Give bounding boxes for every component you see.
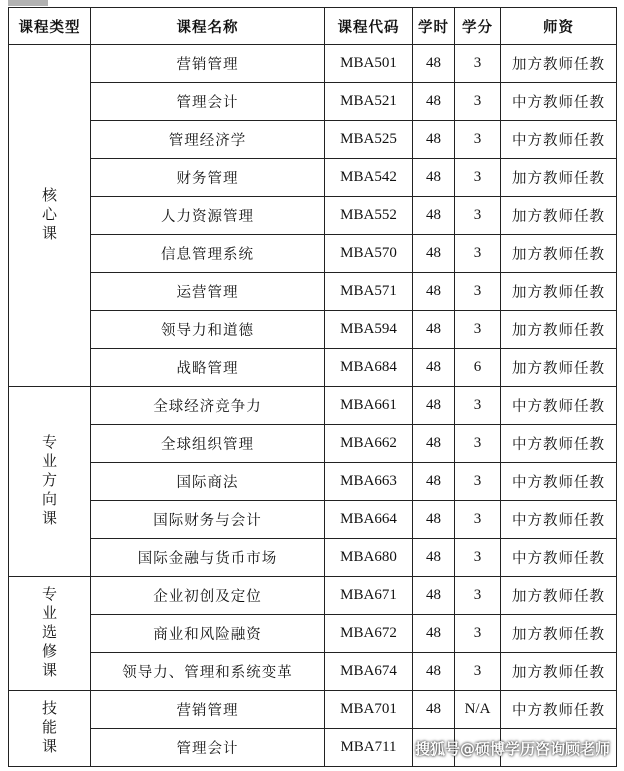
header-faculty: 师资 [501,8,617,45]
credits-cell: 3 [455,159,501,197]
faculty-cell: 加方教师任教 [501,197,617,235]
course-name-cell: 全球组织管理 [91,425,325,463]
hours-cell: 48 [413,691,455,729]
credits-cell: 3 [455,83,501,121]
course-name-cell: 运营管理 [91,273,325,311]
course-name-cell: 营销管理 [91,45,325,83]
faculty-cell: 中方教师任教 [501,463,617,501]
course-code-cell: MBA674 [325,653,413,691]
hours-cell: 48 [413,197,455,235]
course-name-cell: 管理经济学 [91,121,325,159]
course-code-cell: MBA570 [325,235,413,273]
hours-cell: 48 [413,235,455,273]
hours-cell: 48 [413,159,455,197]
course-code-cell: MBA664 [325,501,413,539]
table-row [9,463,617,501]
course-type-cell: 专业选修课 [9,577,91,691]
header-course-code: 课程代码 [325,8,413,45]
hours-cell: 48 [413,425,455,463]
header-row [9,8,617,45]
credits-cell: 3 [455,45,501,83]
course-name-cell: 领导力、管理和系统变革 [91,653,325,691]
course-code-cell: MBA684 [325,349,413,387]
hours-cell: 48 [413,539,455,577]
hours-cell: 48 [413,463,455,501]
course-code-cell: MBA661 [325,387,413,425]
header-course-name: 课程名称 [91,8,325,45]
course-name-cell: 国际财务与会计 [91,501,325,539]
course-code-cell: MBA501 [325,45,413,83]
course-name-cell: 营销管理 [91,691,325,729]
course-type-cell: 核心课 [9,45,91,387]
course-code-cell: MBA521 [325,83,413,121]
hours-cell: 48 [413,653,455,691]
watermark: 搜狐号@硕博学历咨询顾老师 [414,740,610,758]
course-name-cell: 财务管理 [91,159,325,197]
faculty-cell: 中方教师任教 [501,425,617,463]
course-code-cell: MBA542 [325,159,413,197]
table-row [9,273,617,311]
course-type-cell: 技能课 [9,691,91,767]
table-row [9,615,617,653]
header-course-type: 课程类型 [9,8,91,45]
table-row [9,83,617,121]
credits-cell: 3 [455,577,501,615]
course-name-cell: 人力资源管理 [91,197,325,235]
faculty-cell: 加方教师任教 [501,45,617,83]
hours-cell: 48 [413,501,455,539]
faculty-cell: 加方教师任教 [501,273,617,311]
faculty-cell: 中方教师任教 [501,539,617,577]
table-row [9,45,617,83]
header-credits: 学分 [455,8,501,45]
course-code-cell: MBA680 [325,539,413,577]
course-name-cell: 企业初创及定位 [91,577,325,615]
credits-cell: 3 [455,121,501,159]
faculty-cell: 中方教师任教 [501,501,617,539]
hours-cell: 48 [413,349,455,387]
credits-cell: 3 [455,273,501,311]
course-code-cell: MBA711 [325,729,413,767]
table-row [9,501,617,539]
faculty-cell: 中方教师任教 [501,387,617,425]
credits-cell: 3 [455,653,501,691]
table-row [9,159,617,197]
faculty-cell: 加方教师任教 [501,235,617,273]
course-code-cell: MBA671 [325,577,413,615]
credits-cell: 3 [455,235,501,273]
table-row [9,311,617,349]
hours-cell: 48 [413,615,455,653]
credits-cell: 3 [455,615,501,653]
credits-cell: 3 [455,197,501,235]
table-row [9,577,617,615]
hours-cell: 48 [413,121,455,159]
faculty-cell: 加方教师任教 [501,577,617,615]
hours-cell: 48 [413,83,455,121]
course-name-cell: 国际金融与货币市场 [91,539,325,577]
credits-cell: N/A [455,691,501,729]
course-code-cell: MBA672 [325,615,413,653]
cropped-header-fragment [8,0,48,6]
credits-cell: 3 [455,387,501,425]
course-name-cell: 战略管理 [91,349,325,387]
course-name-cell: 信息管理系统 [91,235,325,273]
course-type-cell: 专业方向课 [9,387,91,577]
table-row [9,349,617,387]
faculty-cell: 加方教师任教 [501,311,617,349]
table-row [9,691,617,729]
course-code-cell: MBA662 [325,425,413,463]
hours-cell: 48 [413,45,455,83]
credits-cell: 6 [455,349,501,387]
faculty-cell: 加方教师任教 [501,349,617,387]
course-name-cell: 全球经济竞争力 [91,387,325,425]
table-row [9,539,617,577]
table-row [9,653,617,691]
course-code-cell: MBA571 [325,273,413,311]
credits-cell: 3 [455,463,501,501]
course-name-cell: 商业和风险融资 [91,615,325,653]
credits-cell: 3 [455,425,501,463]
hours-cell: 48 [413,577,455,615]
course-name-cell: 管理会计 [91,83,325,121]
faculty-cell: 加方教师任教 [501,159,617,197]
hours-cell: 48 [413,387,455,425]
hours-cell: 48 [413,311,455,349]
table-row [9,197,617,235]
faculty-cell: 中方教师任教 [501,121,617,159]
table-row [9,121,617,159]
credits-cell: 3 [455,311,501,349]
course-code-cell: MBA552 [325,197,413,235]
course-table [8,7,617,767]
course-name-cell: 领导力和道德 [91,311,325,349]
course-code-cell: MBA525 [325,121,413,159]
course-code-cell: MBA594 [325,311,413,349]
credits-cell: 3 [455,501,501,539]
faculty-cell: 中方教师任教 [501,83,617,121]
course-code-cell: MBA663 [325,463,413,501]
course-code-cell: MBA701 [325,691,413,729]
table-row [9,387,617,425]
course-name-cell: 管理会计 [91,729,325,767]
table-row [9,425,617,463]
faculty-cell: 中方教师任教 [501,691,617,729]
faculty-cell: 加方教师任教 [501,653,617,691]
credits-cell: 3 [455,539,501,577]
hours-cell: 48 [413,273,455,311]
course-name-cell: 国际商法 [91,463,325,501]
faculty-cell: 加方教师任教 [501,615,617,653]
table-body [9,45,617,767]
table-row [9,235,617,273]
header-hours: 学时 [413,8,455,45]
